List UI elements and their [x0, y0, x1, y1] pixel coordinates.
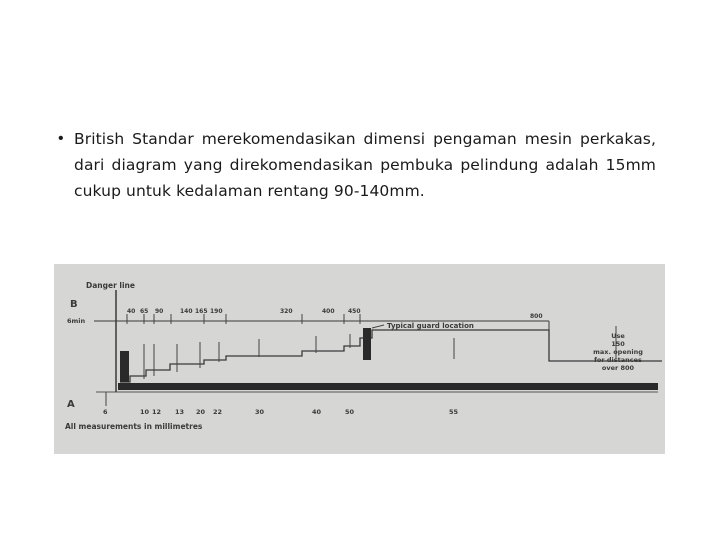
base-bar	[118, 383, 658, 390]
guard-leader	[372, 325, 384, 328]
danger-line-label: Danger line	[86, 281, 135, 290]
guard-opening-diagram	[54, 264, 665, 454]
opening-label-13: 13	[175, 408, 185, 416]
dim-label-140: 140	[180, 308, 193, 315]
opening-dimension-labels	[103, 408, 459, 416]
max-opening-note	[593, 332, 643, 372]
opening-label-12: 12	[152, 408, 162, 416]
opening-label-30: 30	[255, 408, 265, 416]
bullet-dot: •	[58, 130, 64, 147]
opening-label-50: 50	[345, 408, 355, 416]
opening-label-22: 22	[213, 408, 223, 416]
guard-block-typical	[363, 328, 371, 360]
dim-label-190: 190	[210, 308, 223, 315]
guard-block-left	[120, 351, 129, 382]
dim-label-165: 165	[195, 308, 208, 315]
six-min-label: 6min	[67, 317, 86, 325]
opening-label-20: 20	[196, 408, 206, 416]
footer-note: All measurements in millimetres	[65, 422, 203, 431]
top-dimension-labels	[127, 308, 543, 320]
note-line-4: for distances	[594, 356, 642, 364]
note-line-2: 150	[611, 340, 625, 348]
opening-label-40: 40	[312, 408, 322, 416]
top-dim-ticks	[127, 314, 360, 324]
note-line-5: over 800	[601, 364, 635, 372]
typical-guard-label: Typical guard location	[387, 322, 474, 330]
dim-label-800: 800	[530, 313, 543, 320]
opening-label-6: 6	[103, 408, 108, 416]
opening-label-10: 10	[140, 408, 150, 416]
diagram-svg	[54, 264, 665, 454]
dim-label-400: 400	[322, 308, 335, 315]
note-line-3: max. opening	[593, 348, 643, 356]
note-line-1: Use	[611, 332, 625, 340]
bullet-text: British Standar merekomendasikan dimensi pengaman mesin perkakas, dari diagram yang direkomendasikan pembuka pelindung adalah 15mm cukup untuk kedalaman rentang 90-140mm.	[74, 130, 656, 200]
point-a-label: A	[67, 399, 75, 410]
guard-profile	[120, 330, 662, 382]
dim-label-65: 65	[140, 308, 149, 315]
opening-label-55: 55	[449, 408, 459, 416]
dim-label-40: 40	[127, 308, 136, 315]
dim-label-320: 320	[280, 308, 293, 315]
point-b-label: B	[70, 299, 78, 310]
dim-label-90: 90	[155, 308, 164, 315]
dim-label-450: 450	[348, 308, 361, 315]
bullet-item	[58, 126, 656, 204]
